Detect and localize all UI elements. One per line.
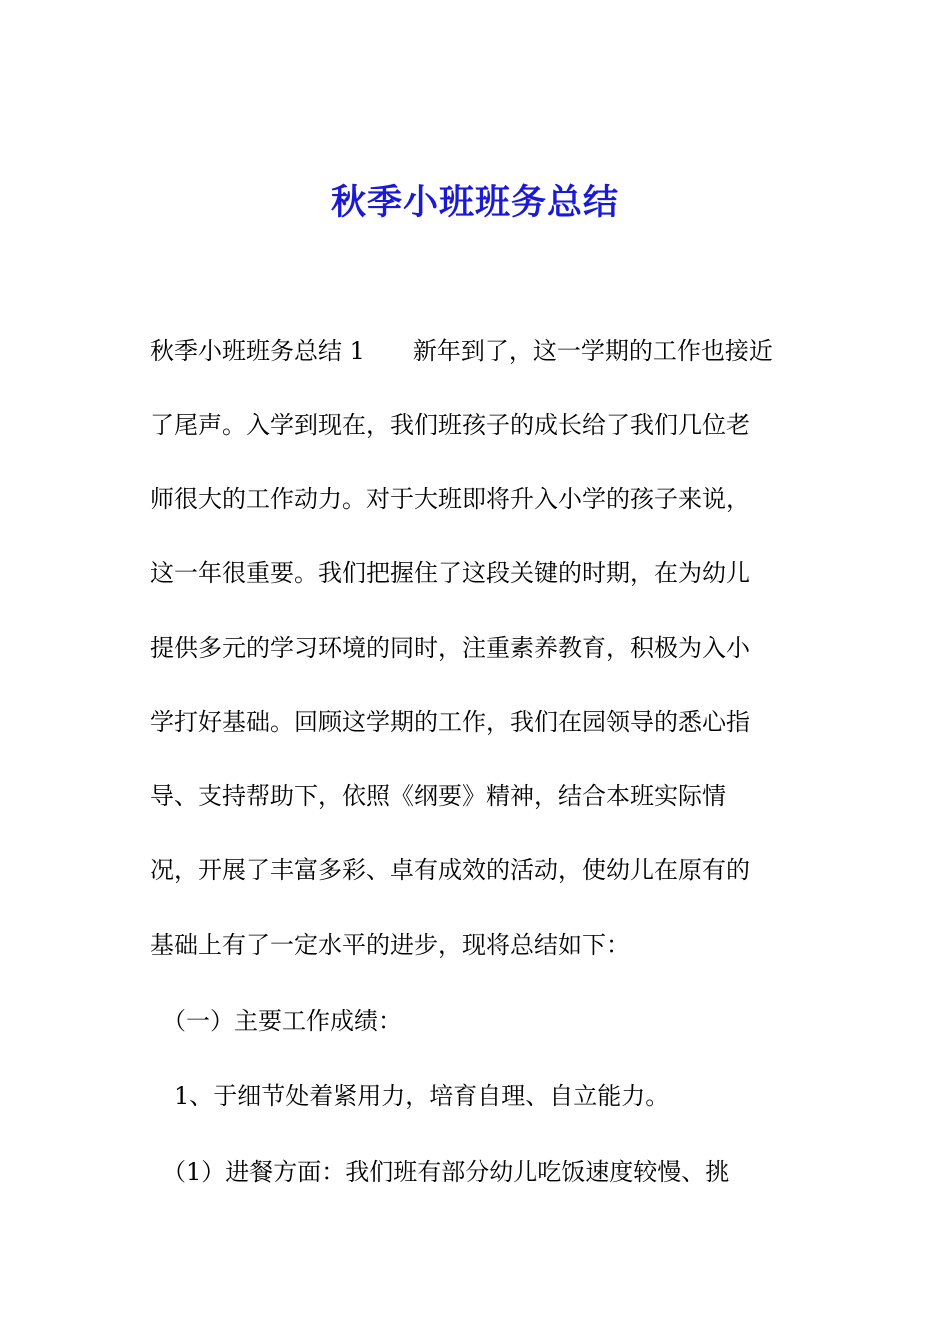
paragraph-line-6: 学打好基础。回顾这学期的工作，我们在园领导的悉心指 (150, 708, 750, 736)
section-heading: （一）主要工作成绩： (150, 1007, 402, 1035)
paragraph-line-8: 况，开展了丰富多彩、卓有成效的活动，使幼儿在原有的 (150, 856, 750, 884)
paragraph-line-3: 师很大的工作动力。对于大班即将升入小学的孩子来说， (150, 485, 750, 513)
document-title: 秋季小班班务总结 (330, 182, 619, 223)
paragraph-line-5: 提供多元的学习环境的同时，注重素养教育，积极为入小 (150, 634, 750, 662)
paragraph-line-4: 这一年很重要。我们把握住了这段关键的时期，在为幼儿 (150, 559, 750, 587)
sub-item-line: （1）进餐方面：我们班有部分幼儿吃饭速度较慢、挑 (150, 1158, 730, 1186)
list-item-heading: 1、于细节处着紧用力，培育自理、自立能力。 (150, 1082, 670, 1110)
paragraph-line-9: 基础上有了一定水平的进步，现将总结如下： (150, 931, 630, 959)
paragraph-line-2: 了尾声。入学到现在，我们班孩子的成长给了我们几位老 (150, 411, 750, 439)
paragraph-line-7: 导、支持帮助下，依照《纲要》精神，结合本班实际情 (150, 782, 726, 810)
paragraph-line-1: 秋季小班班务总结 1 新年到了，这一学期的工作也接近 (150, 337, 773, 365)
